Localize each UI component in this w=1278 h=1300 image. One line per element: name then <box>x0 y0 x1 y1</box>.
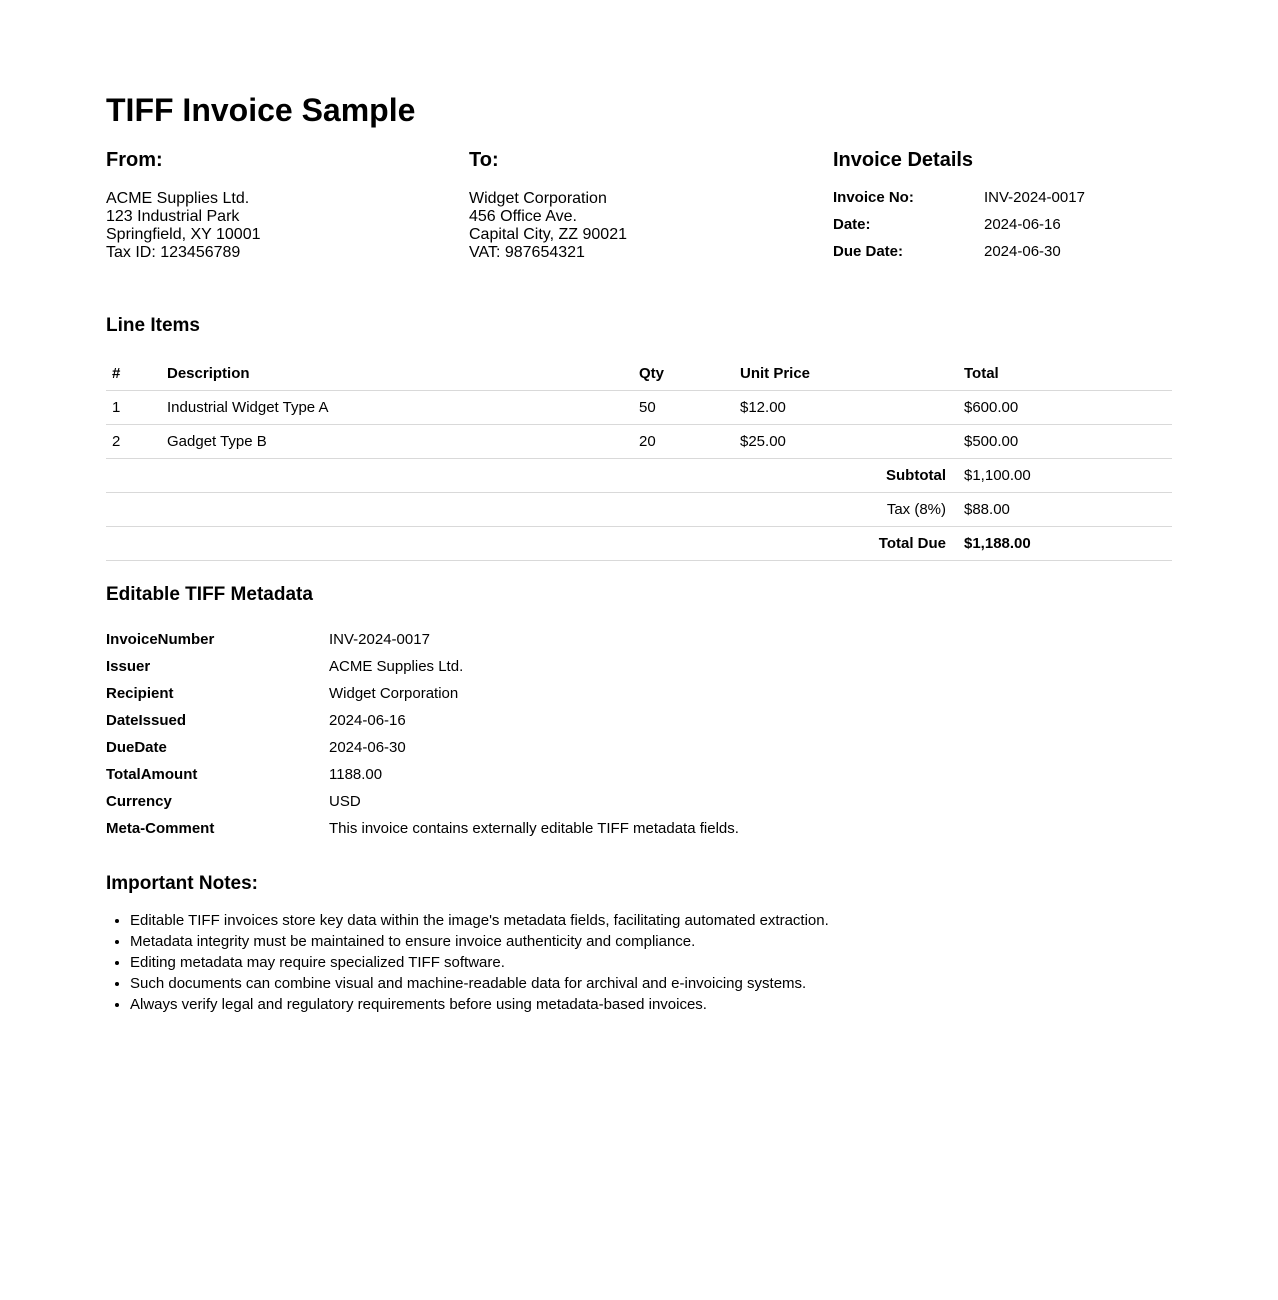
to-line: Widget Corporation <box>469 190 607 207</box>
subtotal-value: $1,100.00 <box>958 459 1172 493</box>
list-item: • Editable TIFF invoices store key data within the image's metadata fields, facilitating automated extraction. <box>130 910 829 931</box>
metadata-heading: Editable TIFF Metadata <box>106 584 313 605</box>
metadata-row <box>106 707 739 734</box>
metadata-key: DueDate <box>106 739 167 756</box>
item-description: Gadget Type B <box>161 425 633 459</box>
tax-row <box>106 493 1172 527</box>
metadata-row <box>106 626 739 653</box>
list-item: • Such documents can combine visual and machine-readable data for archival and e-invoicing systems. <box>130 973 829 994</box>
metadata-value: Widget Corporation <box>329 685 459 702</box>
metadata-table <box>106 626 739 842</box>
notes-heading: Important Notes: <box>106 873 258 894</box>
detail-label: Due Date: <box>833 243 904 260</box>
metadata-row <box>106 788 739 815</box>
metadata-value: 1188.00 <box>329 766 383 783</box>
item-qty: 50 <box>633 391 734 425</box>
from-line: Springfield, XY 10001 <box>106 226 261 243</box>
metadata-value: 2024-06-30 <box>329 739 406 756</box>
from-line: 123 Industrial Park <box>106 208 240 225</box>
to-line: 456 Office Ave. <box>469 208 577 225</box>
tax-value: $88.00 <box>958 493 1172 527</box>
metadata-value: USD <box>329 793 361 810</box>
item-description: Industrial Widget Type A <box>161 391 633 425</box>
metadata-value: This invoice contains externally editable TIFF metadata fields. <box>329 820 739 837</box>
table-row <box>106 391 1172 425</box>
from-heading: From: <box>106 149 163 171</box>
list-item: • Editing metadata may require specialized TIFF software. <box>130 952 829 973</box>
metadata-key: Issuer <box>106 658 151 675</box>
metadata-key: Currency <box>106 793 172 810</box>
to-line: Capital City, ZZ 90021 <box>469 226 627 243</box>
item-number: 2 <box>106 425 161 459</box>
item-unit-price: $25.00 <box>734 425 958 459</box>
line-items-heading: Line Items <box>106 315 200 336</box>
column-header: Unit Price <box>734 357 958 391</box>
invoice-date-row <box>833 211 1085 238</box>
invoice-number-row <box>833 184 1085 211</box>
list-item: • Metadata integrity must be maintained to ensure invoice authenticity and compliance. <box>130 931 829 952</box>
table-header-row <box>106 357 1172 391</box>
from-block <box>106 148 260 262</box>
list-item: • Always verify legal and regulatory requirements before using metadata-based invoices. <box>130 994 829 1015</box>
due-date-row <box>833 238 1085 265</box>
metadata-key: InvoiceNumber <box>106 631 215 648</box>
metadata-key: DateIssued <box>106 712 187 729</box>
line-items-table <box>106 357 1172 561</box>
metadata-key: Recipient <box>106 685 174 702</box>
detail-label: Invoice No: <box>833 189 914 206</box>
to-address <box>469 190 627 262</box>
subtotal-label: Subtotal <box>106 459 958 493</box>
to-heading: To: <box>469 149 499 171</box>
item-unit-price: $12.00 <box>734 391 958 425</box>
metadata-row <box>106 653 739 680</box>
metadata-row <box>106 680 739 707</box>
detail-value: 2024-06-30 <box>984 243 1061 260</box>
item-total: $500.00 <box>958 425 1172 459</box>
tax-label: Tax (8%) <box>106 493 958 527</box>
column-header: Qty <box>633 357 734 391</box>
metadata-row <box>106 734 739 761</box>
item-qty: 20 <box>633 425 734 459</box>
detail-value: 2024-06-16 <box>984 216 1061 233</box>
metadata-key: Meta-Comment <box>106 820 215 837</box>
detail-label: Date: <box>833 216 871 233</box>
metadata-value: ACME Supplies Ltd. <box>329 658 464 675</box>
from-line: Tax ID: 123456789 <box>106 244 241 261</box>
metadata-value: INV-2024-0017 <box>329 631 430 648</box>
invoice-details-block <box>833 148 1085 265</box>
from-line: ACME Supplies Ltd. <box>106 190 250 207</box>
total-due-value: $1,188.00 <box>958 527 1172 561</box>
to-block <box>469 148 627 262</box>
table-row <box>106 425 1172 459</box>
total-due-row <box>106 527 1172 561</box>
metadata-key: TotalAmount <box>106 766 198 783</box>
page-title: TIFF Invoice Sample <box>106 92 416 128</box>
item-number: 1 <box>106 391 161 425</box>
invoice-details-heading: Invoice Details <box>833 149 974 171</box>
metadata-value: 2024-06-16 <box>329 712 406 729</box>
notes-list <box>106 910 829 1015</box>
detail-value: INV-2024-0017 <box>984 189 1085 206</box>
to-line: VAT: 987654321 <box>469 244 585 261</box>
total-due-label: Total Due <box>106 527 958 561</box>
metadata-row <box>106 815 739 842</box>
column-header: Description <box>161 357 633 391</box>
from-address <box>106 190 260 262</box>
metadata-row <box>106 761 739 788</box>
column-header: Total <box>958 357 1172 391</box>
column-header: # <box>106 357 161 391</box>
item-total: $600.00 <box>958 391 1172 425</box>
subtotal-row <box>106 459 1172 493</box>
